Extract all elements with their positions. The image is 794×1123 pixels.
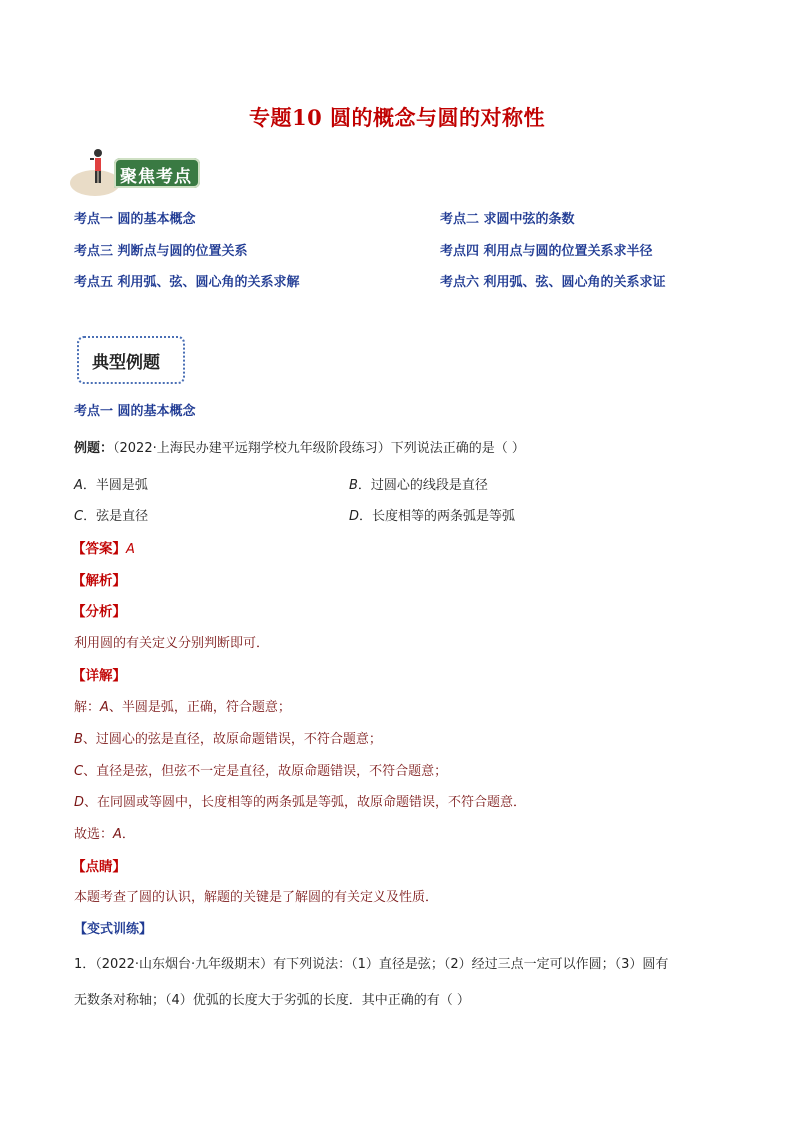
focus-banner — [68, 148, 202, 198]
option-b-text: ．过圆心的线段是直径 — [357, 478, 488, 493]
option-b — [349, 474, 488, 493]
example-text: （2022·上海民办建平远翔学校九年级阶段练习）下列说法正确的是（ ） — [113, 441, 525, 456]
detail-a-letter: A — [100, 700, 109, 715]
analysis-label: 【解析】 — [72, 573, 126, 589]
example-question — [74, 437, 525, 456]
kaodian-1[interactable]: 考点一 圆的基本概念 — [74, 212, 196, 227]
option-a-letter: A — [74, 478, 83, 493]
option-c-text: ．弦是直径 — [83, 509, 149, 524]
section-heading: 考点一 圆的基本概念 — [74, 404, 196, 419]
example-prefix: 例题： — [74, 441, 114, 456]
kaodian-4[interactable]: 考点四 利用点与圆的位置关系求半径 — [440, 244, 653, 259]
detail-d-rest: 、在同圆或等圆中，长度相等的两条弧是等弧，故原命题错误，不符合题意． — [84, 795, 527, 810]
detail-line-d — [74, 791, 526, 810]
detail-a-lead: 解： — [74, 700, 101, 715]
detail-line-a — [74, 696, 291, 715]
option-c-letter: C — [74, 509, 84, 524]
question-1-line-2: 无数条对称轴；（4）优弧的长度大于劣弧的长度．其中正确的有（ ） — [74, 993, 470, 1008]
dianjing-label: 【点睛】 — [72, 859, 126, 875]
choice-line — [74, 823, 135, 842]
kaodian-6[interactable]: 考点六 利用弧、弦、圆心角的关系求证 — [440, 275, 666, 290]
kaodian-3[interactable]: 考点三 判断点与圆的位置关系 — [74, 244, 248, 259]
detail-b-rest: 、过圆心的弦是直径，故原命题错误，不符合题意； — [82, 732, 382, 747]
dianjing-text: 本题考查了圆的认识，解题的关键是了解圆的有关定义及性质． — [74, 890, 439, 905]
choice-letter: A — [113, 827, 122, 842]
choice-prefix: 故选： — [74, 827, 114, 842]
detail-d-letter: D — [74, 795, 85, 810]
answer-value: A — [126, 542, 135, 557]
detail-line-c — [74, 760, 447, 779]
option-c — [74, 505, 148, 524]
option-d-letter: D — [349, 509, 360, 524]
choice-suffix: ． — [121, 827, 135, 842]
student-figure-icon — [90, 148, 106, 186]
example-heading: 典型例题 — [92, 353, 160, 373]
detail-b-letter: B — [74, 732, 83, 747]
detail-a-rest: 、半圆是弧，正确，符合题意； — [108, 700, 291, 715]
option-d-text: ．长度相等的两条弧是等弧 — [359, 509, 516, 524]
bianshi-label: 【变式训练】 — [74, 922, 153, 937]
example-heading-box — [77, 336, 185, 384]
detail-c-letter: C — [74, 764, 84, 779]
option-a-text: ．半圆是弧 — [82, 478, 148, 493]
banner-label-bar — [114, 158, 200, 188]
option-a — [74, 474, 148, 493]
answer-label: 【答案】 — [72, 541, 126, 557]
kaodian-5[interactable]: 考点五 利用弧、弦、圆心角的关系求解 — [74, 275, 300, 290]
banner-label: 聚焦考点 — [120, 167, 192, 187]
fenxi-label: 【分析】 — [72, 604, 126, 620]
kaodian-2[interactable]: 考点二 求圆中弦的条数 — [440, 212, 575, 227]
question-1-line-1: 1．（2022·山东烟台·九年级期末）有下列说法：（1）直径是弦；（2）经过三点一定可以作圆；（3）圆有 — [74, 957, 669, 972]
option-b-letter: B — [349, 478, 358, 493]
detail-c-rest: 、直径是弦，但弦不一定是直径，故原命题错误，不符合题意； — [83, 764, 448, 779]
answer-line — [72, 537, 135, 557]
fenxi-text: 利用圆的有关定义分别判断即可． — [74, 636, 270, 651]
xiangjie-label: 【详解】 — [72, 668, 126, 684]
detail-line-b — [74, 728, 382, 747]
option-d — [349, 505, 515, 524]
page-title: 专题10 圆的概念与圆的对称性 — [248, 105, 546, 130]
